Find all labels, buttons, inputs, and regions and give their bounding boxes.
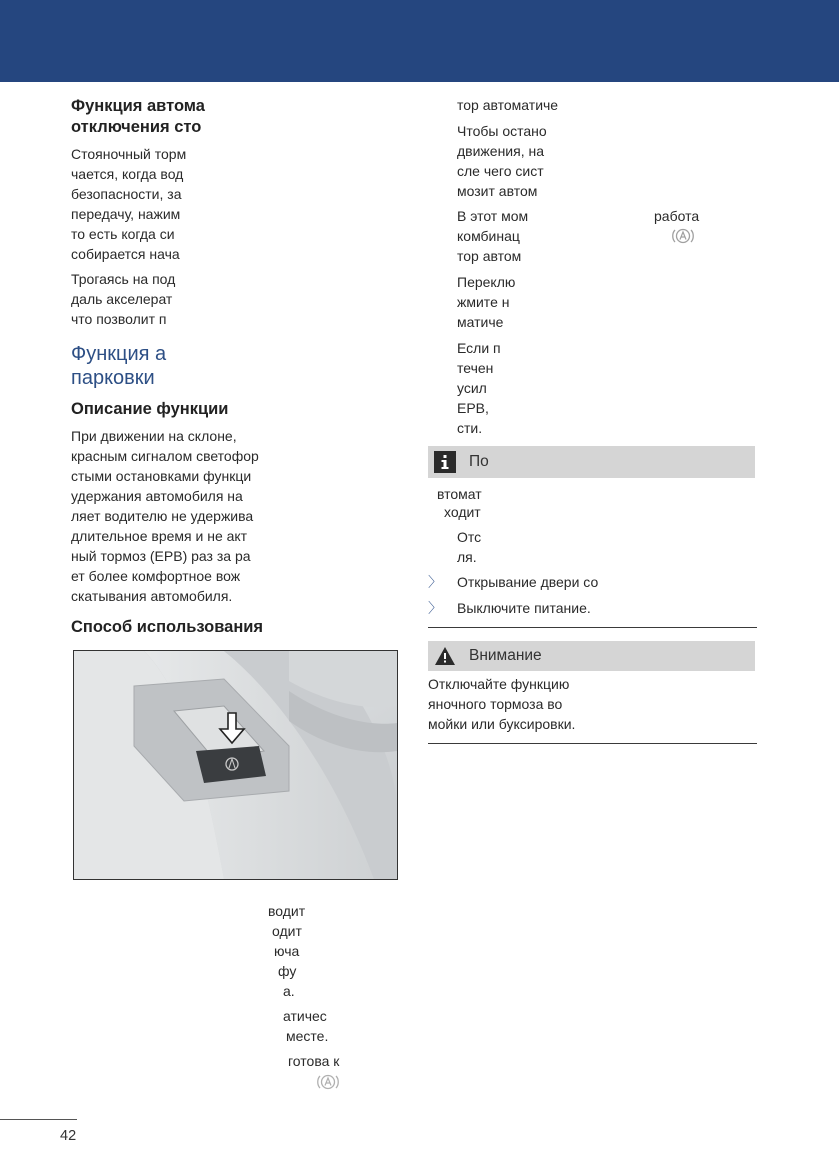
note-p2-line: ля. [457, 549, 477, 565]
section-title-line2: парковки [71, 367, 155, 389]
note-line: втомат [437, 486, 482, 502]
right-p2-line: Чтобы остано [457, 123, 547, 139]
right-p4-line: Переклю [457, 274, 516, 290]
warning-line: яночного тормоза во [428, 696, 563, 712]
right-p2-line: движения, на [457, 143, 545, 159]
page-number: 42 [60, 1128, 77, 1144]
right-p2-line: мозит автом [457, 183, 538, 199]
below-photo-line: месте. [286, 1028, 329, 1044]
warning-label: Внимание [469, 647, 542, 664]
description-line: красным сигналом светофор [71, 448, 259, 464]
warning-bottom-rule [428, 743, 757, 744]
description-line: удержания автомобиля на [71, 488, 243, 504]
description-line: ляет водителю не удержива [71, 508, 254, 524]
para1-line: чается, когда вод [71, 166, 184, 182]
right-p5-line: EPB, [457, 400, 489, 416]
below-photo-line: готова к [288, 1053, 340, 1069]
auto-hold-a-icon [316, 1073, 340, 1091]
para1-line: собирается нача [71, 246, 180, 262]
right-p3-fragment: работа [654, 208, 700, 224]
note-bottom-rule [428, 627, 757, 628]
description-line: длительное время и не акт [71, 528, 248, 544]
bullet-item: Выключите питание. [457, 600, 591, 616]
para1-line: Стояночный торм [71, 146, 187, 162]
right-p3-line: комбинац [457, 228, 520, 244]
footer-rule [0, 1119, 77, 1120]
description-line: ет более комфортное вож [71, 568, 241, 584]
chevron-right-icon: 〉 [428, 600, 442, 616]
header-band [0, 0, 839, 82]
below-photo-line: фу [278, 963, 297, 979]
description-line: При движении на склоне, [71, 428, 237, 444]
para1-line: безопасности, за [71, 186, 182, 202]
heading-auto-release-line2: отключения сто [71, 118, 202, 136]
note-label: По [469, 453, 489, 470]
below-photo-line: атичес [283, 1008, 327, 1024]
para2-line: Трогаясь на под [71, 271, 176, 287]
right-p5-line: сти. [457, 420, 483, 436]
below-photo-line: одит [272, 923, 302, 939]
right-p1-line: тор автоматиче [457, 97, 559, 113]
section-title-line1: Функция а [71, 343, 167, 365]
para2-line: что позволит п [71, 311, 167, 327]
right-p3-line: В этот мом [457, 208, 529, 224]
right-p4-line: жмите н [457, 294, 510, 310]
para2-line: даль акселерат [71, 291, 173, 307]
chevron-right-icon: 〉 [428, 574, 442, 590]
bullet-item: Открывание двери со [457, 574, 599, 590]
description-line: ный тормоз (EPB) раз за ра [71, 548, 251, 564]
right-p5-line: Если п [457, 340, 501, 356]
description-line: стыми остановками функци [71, 468, 252, 484]
note-p2-line: Отс [457, 529, 482, 545]
para1-line: то есть когда си [71, 226, 175, 242]
warning-line: мойки или буксировки. [428, 716, 576, 732]
heading-auto-release-line1: Функция автома [71, 97, 205, 115]
auto-hold-a-icon [671, 227, 695, 245]
warning-triangle-icon [434, 646, 456, 666]
epb-switch-illustration [74, 651, 397, 879]
usage-heading: Способ использования [71, 618, 264, 636]
note-line: ходит [444, 504, 481, 520]
right-p5-line: усил [457, 380, 487, 396]
note-header [428, 446, 755, 478]
warning-line: Отключайте функцию [428, 676, 570, 692]
warning-header [428, 641, 755, 671]
below-photo-line: юча [274, 943, 300, 959]
description-line: скатывания автомобиля. [71, 588, 233, 604]
below-photo-line: водит [268, 903, 306, 919]
right-p2-line: сле чего сист [457, 163, 544, 179]
epb-switch-photo [73, 650, 398, 880]
below-photo-line: а. [283, 983, 295, 999]
right-p3-line: тор автом [457, 248, 522, 264]
para1-line: передачу, нажим [71, 206, 181, 222]
right-p5-line: течен [457, 360, 494, 376]
right-p4-line: матиче [457, 314, 504, 330]
info-icon [434, 451, 456, 473]
description-heading: Описание функции [71, 400, 229, 418]
